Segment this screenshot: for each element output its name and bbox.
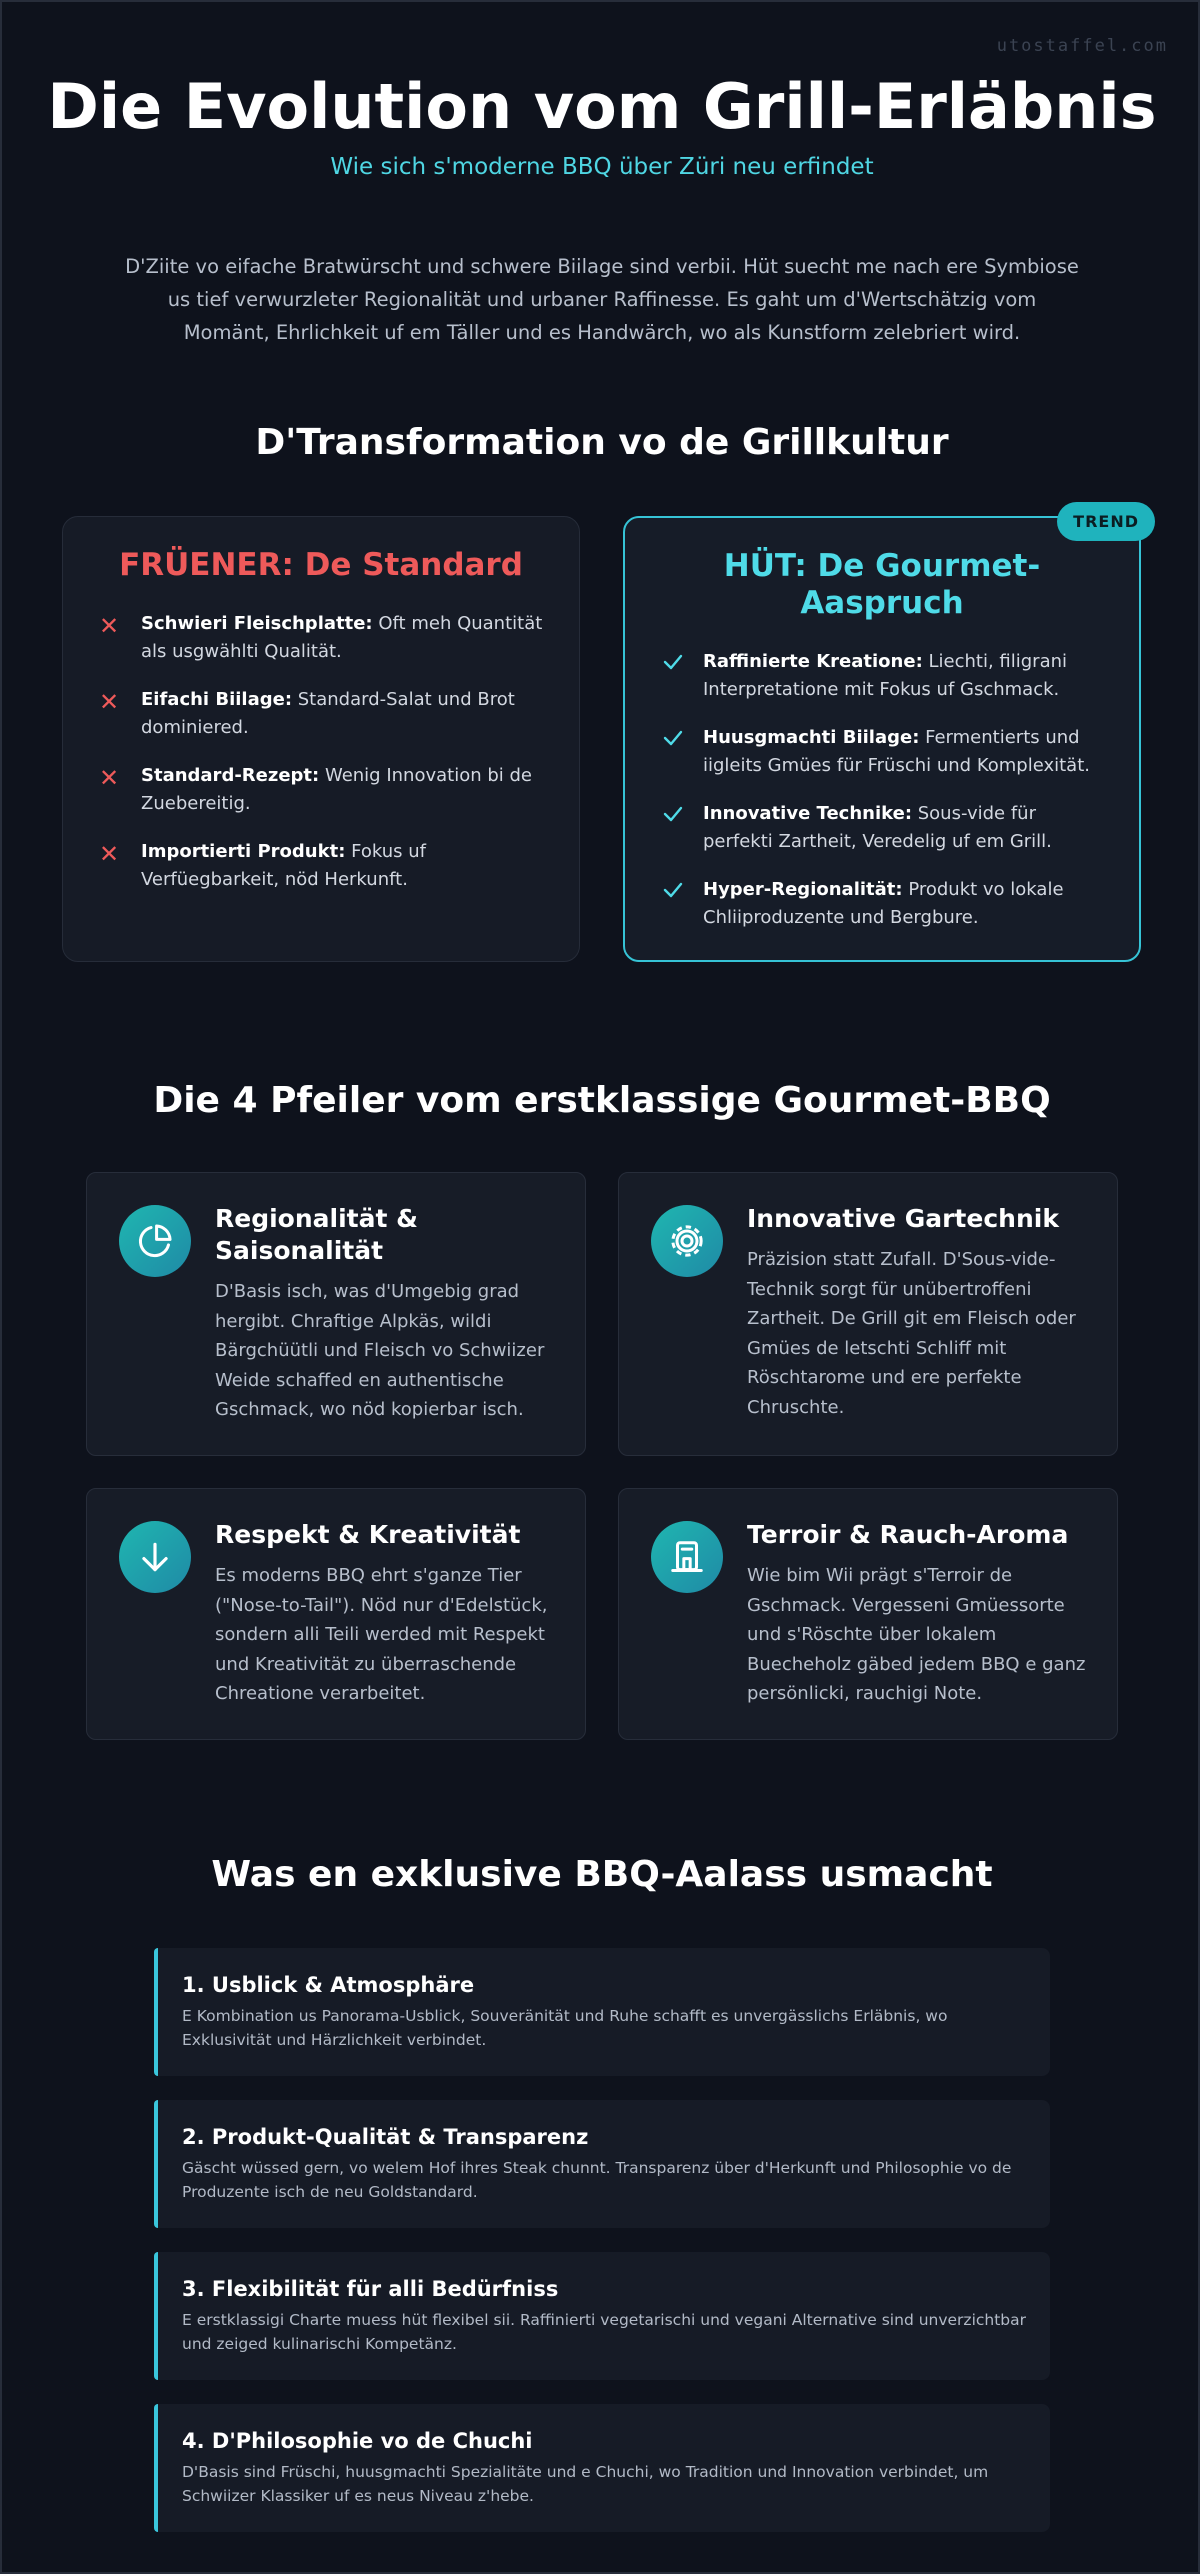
pillar-text: Es moderns BBQ ehrt s'ganze Tier ("Nose-to-Tail"). Nöd nur d'Edelstück, sondern alli Teili werded mit Respekt und Kreativität zu überraschende Chreatione verarbeitet. (215, 1565, 548, 1704)
list-item (661, 800, 1103, 856)
check-icon (661, 876, 703, 908)
item-text: Standard-Salat und Brot dominiered. (141, 689, 515, 738)
item-label: Raffinierte Kreatione: (703, 651, 923, 672)
factor-title: 1. Usblick & Atmosphäre (182, 1973, 475, 1997)
pillar-card (618, 1172, 1118, 1456)
pillar-title: Innovative Gartechnik (747, 1204, 1059, 1233)
pillar-title: Respekt & Kreativität (215, 1520, 521, 1549)
item-text: Fermentierts und iigleits Gmües für Früschi und Komplexität. (703, 727, 1090, 776)
pillar-text: D'Basis isch, was d'Umgebig grad hergibt. Chraftige Alpkäs, wildi Bärgchüütli und Fleisch vo Schwiizer Weide schaffed en authentische Gschmack, wo nöd kopierbar isch. (215, 1281, 545, 1420)
factor-title: 3. Flexibilität für alli Bedürfniss (182, 2277, 559, 2301)
item-text: Oft meh Quantität als usgwählti Qualität. (141, 613, 543, 662)
card-now-list (625, 648, 1139, 932)
cross-icon: ✕ (99, 688, 120, 716)
list-item (99, 762, 543, 818)
factor-item (154, 2404, 1050, 2532)
pillar-card (618, 1488, 1118, 1740)
card-before-title: FRÜENER: De Standard (119, 547, 523, 583)
factor-item (154, 1948, 1050, 2076)
cross-icon: ✕ (99, 764, 120, 792)
pillars-heading: Die 4 Pfeiler vom erstklassige Gourmet-BBQ (153, 1080, 1051, 1121)
factor-text: E erstklassigi Charte muess hüt flexibel sii. Raffinierti vegetarischi und vegani Alternative sind unverzichtbar und zeiged kulinarischi Kompetänz. (182, 2311, 1027, 2353)
item-text: Produkt vo lokale Chliiproduzente und Bergbure. (703, 879, 1064, 928)
watermark: utostaffel.com (996, 36, 1168, 56)
list-item (661, 648, 1103, 704)
item-label: Eifachi Biilage: (141, 689, 293, 710)
cross-icon: ✕ (99, 612, 120, 640)
factor-title: 2. Produkt-Qualität & Transparenz (182, 2125, 589, 2149)
smoker-icon (651, 1521, 723, 1593)
factor-item (154, 2100, 1050, 2228)
factor-text: Gäscht wüssed gern, vo welem Hof ihres Steak chunnt. Transparenz über d'Herkunft und Philosophie vo de Produzente isch de neu Goldstandard. (182, 2159, 1012, 2201)
item-label: Standard-Rezept: (141, 765, 320, 786)
item-text: Liechti, filigrani Interpretatione mit Fokus uf Gschmack. (703, 651, 1068, 700)
list-item (661, 724, 1103, 780)
card-now (623, 512, 1141, 962)
page-subtitle: Wie sich s'moderne BBQ über Züri neu erfindet (330, 154, 874, 180)
item-label: Schwieri Fleischplatte: (141, 613, 373, 634)
item-label: Importierti Produkt: (141, 841, 346, 862)
list-item (99, 686, 543, 742)
check-icon (661, 724, 703, 756)
pillar-card (86, 1488, 586, 1740)
list-item (99, 838, 543, 894)
card-before-list (63, 610, 579, 894)
arrow-down-icon (119, 1521, 191, 1593)
pillar-text: Präzision statt Zufall. D'Sous-vide-Technik sorgt für unübertroffeni Zartheit. De Grill git em Fleisch oder Gmües de letschti Schliff mit Röschtarome und ere perfekte Chruschte. (747, 1249, 1076, 1418)
pillar-title: Regionalität & Saisonalität (215, 1204, 418, 1265)
transformation-heading: D'Transformation vo de Grillkultur (255, 422, 949, 463)
pillar-title: Terroir & Rauch-Aroma (747, 1520, 1069, 1549)
trend-badge: TREND (1057, 502, 1155, 541)
check-icon (661, 800, 703, 832)
item-label: Hyper-Regionalität: (703, 879, 903, 900)
cross-icon: ✕ (99, 840, 120, 868)
intro-paragraph: D'Ziite vo eifache Bratwürscht und schwere Biilage sind verbii. Hüt suecht me nach ere Symbiose us tief verwurzleter Regionalität und urbaner Raffinesse. Es gaht um d'Wertschätzig vom Momänt, Ehrlichkeit uf em Täller und es Handwärch, wo als Kunstform zelebriert wird. (125, 255, 1079, 344)
pillar-text: Wie bim Wii prägt s'Terroir de Gschmack. Vergesseni Gmüessorte und s'Röschte über lokalem Buecheholz gäbed jedem BBQ e ganz persönlicki, rauchigi Note. (747, 1565, 1086, 1704)
list-item (99, 610, 543, 666)
factors-heading: Was en exklusive BBQ-Aalass usmacht (211, 1854, 993, 1895)
list-item (661, 876, 1103, 932)
pillar-card (86, 1172, 586, 1456)
factor-item (154, 2252, 1050, 2380)
page-title: Die Evolution vom Grill-Erläbnis (47, 70, 1157, 143)
pie-chart-icon (119, 1205, 191, 1277)
factor-title: 4. D'Philosophie vo de Chuchi (182, 2429, 533, 2453)
item-text: Sous-vide für perfekti Zartheit, Veredelig uf em Grill. (703, 803, 1052, 852)
item-text: Fokus uf Verfüegbarkeit, nöd Herkunft. (141, 841, 426, 890)
settings-icon (651, 1205, 723, 1277)
factor-text: D'Basis sind Früschi, huusgmachti Spezialitäte und e Chuchi, wo Tradition und Innovation verbindet, um Schwiizer Klassiker uf es neus Niveau z'hebe. (182, 2463, 989, 2505)
factor-text: E Kombination us Panorama-Usblick, Souveränität und Ruhe schafft es unvergässlichs Erläbnis, wo Exklusivität und Härzlichkeit verbindet. (182, 2007, 948, 2049)
check-icon (661, 648, 703, 680)
item-text: Wenig Innovation bi de Zuebereitig. (141, 765, 532, 814)
item-label: Huusgmachti Biilage: (703, 727, 920, 748)
card-now-title: HÜT: De Gourmet-Aaspruch (723, 548, 1041, 621)
item-label: Innovative Technike: (703, 803, 913, 824)
card-before (62, 516, 580, 962)
